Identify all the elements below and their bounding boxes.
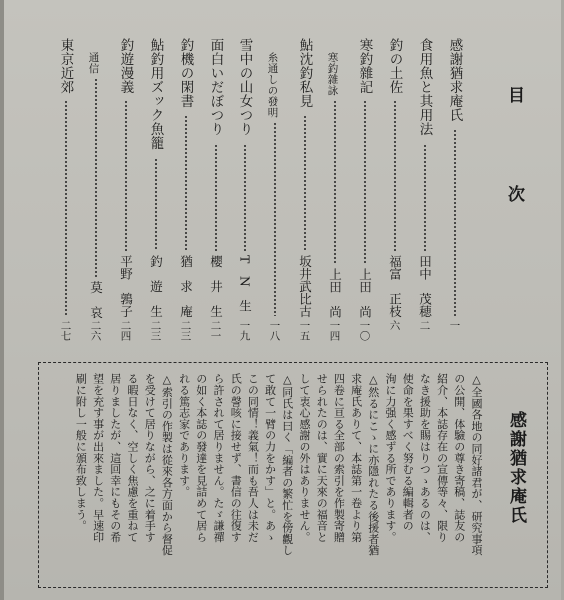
toc-entry-author: 釣 遊 生 [148,255,164,318]
toc-entry-title: 釣の土佐 [386,38,403,94]
notice-line: △全國各地の同好諸君が、研究事項 [470,373,483,556]
toc-entry-title: 鮎釣用ズック魚籠 [147,38,164,150]
toc-entry-title: 感謝猶求庵氏 [446,38,463,122]
toc-title-char-1: 目 [504,86,524,103]
notice-line: の如く本誌の發達を見詰めて居ら [194,373,208,543]
toc-entry-author: 莫 哀 [88,281,104,319]
toc-entry-title: 面白いだぼつり [207,38,224,136]
toc-leader-dots [125,100,127,251]
notice-line: れる篤志家であります。 [177,373,191,498]
notice-line: 四卷に亘る全部の索引を作製寄贈 [332,373,346,543]
toc-leader-dots [274,122,276,316]
notice-line: を受けて居りながら、之に着手す [143,373,157,543]
notice-line: る暇日なく、空しく焦慮を重ねて [126,373,139,543]
notice-line: して衷心感謝の外はありません。 [298,373,311,543]
toc-leader-dots [95,78,97,277]
toc-entry-author: 田中 茂穂 [417,255,433,318]
toc-entry-author: T N 生 [237,255,253,312]
toc-entry-title: 寒釣雜詠 [326,52,339,96]
toc-entry-author: 福富 正枝 [387,255,403,318]
notice-line: 洵に力强く感ずる所であります。 [384,373,397,543]
toc-entry-author: 坂井武比古 [297,255,313,318]
toc-entry-title: 寒釣雜記 [356,38,373,94]
notice-line: の公開、体驗の尊き寄稿、誌友の [452,373,466,543]
toc-entry-page: 一 [448,320,461,331]
notice-line: 求庵氏ありて、本誌第一卷より第 [349,373,363,543]
notice-box [38,362,548,588]
toc-entry-title: 東京近郊 [57,38,74,94]
toc-entry-page: 一九 [238,320,251,341]
toc-leader-dots [244,144,246,252]
toc-entry-page: 二一 [209,320,222,341]
notice-line: △然るにこゝに亦隱れたる後援者猶 [366,373,380,556]
notice-line: 紹介、本誌存在の宣傳等々、限り [435,373,449,543]
notice-line: 刷に附し一般に頒布致しまう。 [74,373,88,532]
toc-entry-author: 櫻 井 生 [208,255,224,318]
toc-entry-page: 二七 [59,320,72,341]
toc-entry-page: 二三 [149,320,162,341]
toc-leader-dots [304,115,306,252]
notice-line: 居りましたが、這回幸にもその希 [108,373,122,543]
notice-line: △索引の作製は從來各方面から督促 [160,373,174,556]
toc-title-char-2: 次 [504,185,524,202]
notice-line: ら許されて居りません。たゞ謙禪 [212,373,225,543]
toc-entry-author: 猶 求 庵 [178,255,194,318]
toc-entry-page: 二四 [119,320,132,341]
toc-entry-author: 上田 尚 [357,268,373,318]
toc-entry-title: 鮎沈釣私見 [296,38,313,108]
toc-entry-page: 一五 [298,320,311,341]
toc-entry-title: 通信 [87,52,100,74]
toc-entry-title: 釣機の閑書 [177,38,194,108]
toc-leader-dots [215,144,217,252]
page-edge-shadow [0,0,4,600]
toc-entry-title: 食用魚と其用法 [416,38,433,136]
notice-title: 感謝猶求庵氏 [506,411,526,525]
toc-entry-title: 雪中の山女つり [236,38,253,136]
toc-leader-dots [65,100,67,316]
toc-entry-page: 二三 [179,320,192,341]
toc-leader-dots [394,100,396,251]
notice-line: 氏の謦咳に接せず、書信の往復す [229,373,243,543]
notice-line: △同氏は曰く「編者の繁忙を傍觀し [280,373,294,556]
toc-entry-page: 二 [418,320,431,331]
toc-entry-page: 一八 [268,320,281,341]
toc-entry-page: 一〇 [358,320,371,341]
toc-leader-dots [155,158,157,251]
notice-line: なき援助を賜はりつゝあるのは、 [418,373,432,543]
toc-leader-dots [364,100,366,264]
notice-line: 望を充す事が出來ました。早速印 [91,373,105,543]
notice-line: 使命を果すべく努むる編輯者の [401,373,415,532]
toc-entry-title: 糸通しの發明 [266,52,279,118]
toc-entry-author: 平野 鶉子 [118,255,134,318]
toc-leader-dots [424,144,426,252]
notice-line: この同情！義氣！而も吾人は未だ [246,373,260,543]
toc-leader-dots [454,129,456,316]
toc-entry-author: 上田 尚 [327,268,343,318]
toc-leader-dots [185,115,187,252]
toc-entry-title: 釣遊漫義 [117,38,134,94]
toc-entry-page: 一四 [328,320,341,341]
notice-line: せられたのは、實に天來の福音と [315,373,329,543]
notice-line: て敢て一臂の力をかす」と。あゝ [263,373,277,543]
toc-leader-dots [334,100,336,264]
toc-entry-page: 二六 [89,320,102,341]
toc-entry-page: 六 [388,320,401,331]
